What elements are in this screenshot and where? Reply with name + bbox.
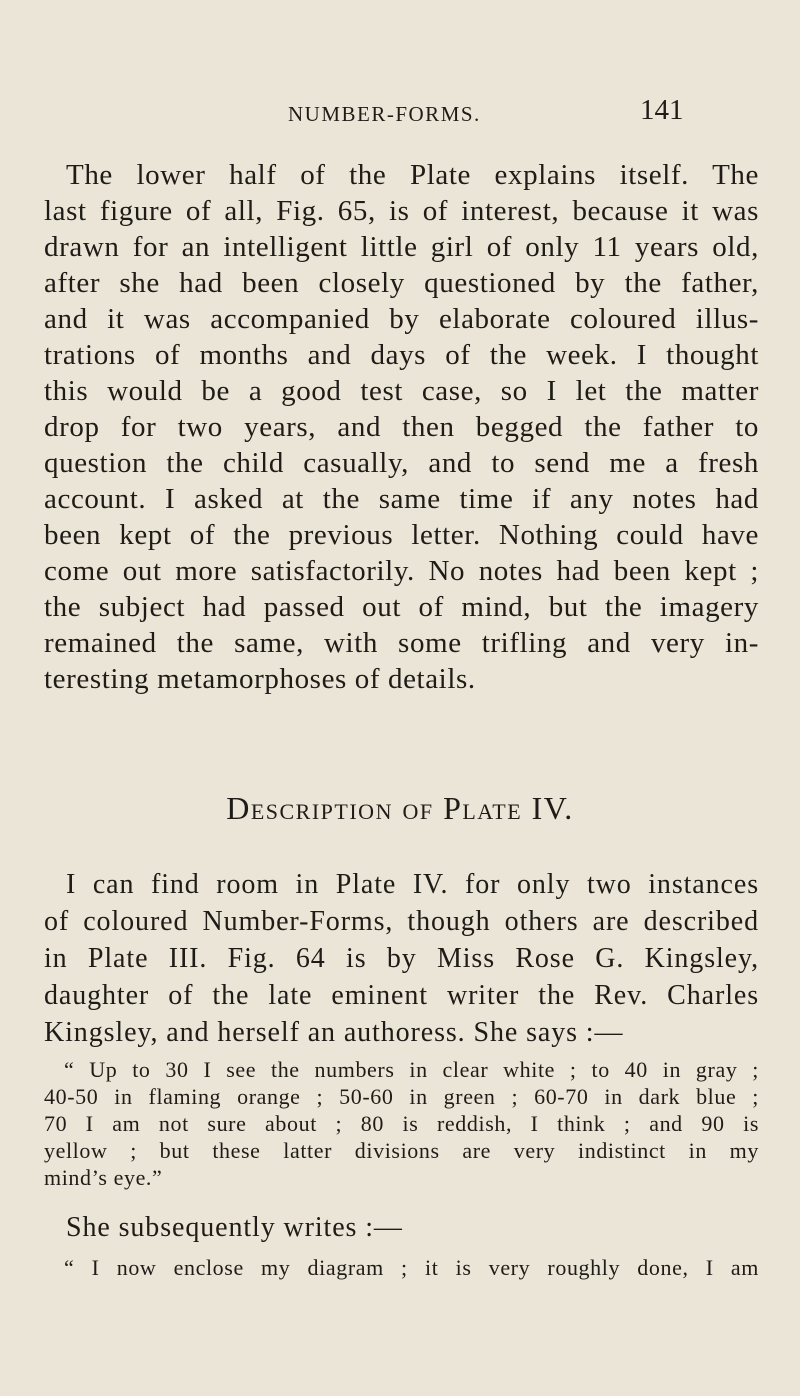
- paragraph-subsequent: She subsequently writes :—: [66, 1212, 403, 1243]
- text-line: come out more satisfactorily. No notes had been kept ;: [44, 555, 759, 587]
- text-line: this would be a good test case, so I let the matter: [44, 375, 759, 407]
- quote-diagram-line: “ I now enclose my diagram ; it is very roughly done, I am: [64, 1255, 759, 1280]
- running-title: NUMBER-FORMS.: [288, 102, 481, 126]
- text-line: after she had been closely questioned by the father,: [44, 267, 759, 299]
- text-line: the subject had passed out of mind, but the imagery: [44, 591, 759, 623]
- text-line: The lower half of the Plate explains itself. The: [66, 159, 759, 191]
- text-line: account. I asked at the same time if any notes had: [44, 483, 759, 515]
- text-line: daughter of the late eminent writer the Rev. Charles: [44, 980, 759, 1011]
- text-line: been kept of the previous letter. Nothing could have: [44, 519, 759, 551]
- page-number: 141: [640, 94, 684, 126]
- quote-line: mind’s eye.”: [44, 1165, 163, 1190]
- text-line: I can find room in Plate IV. for only two instances: [66, 869, 759, 900]
- page-header: [0, 96, 800, 132]
- quote-line: yellow ; but these latter divisions are very indistinct in my: [44, 1138, 759, 1163]
- quote-line: 40-50 in flaming orange ; 50-60 in green ; 60-70 in dark blue ;: [44, 1084, 759, 1109]
- text-line: remained the same, with some trifling and very in-: [44, 627, 759, 659]
- quote-line: “ Up to 30 I see the numbers in clear white ; to 40 in gray ;: [64, 1057, 759, 1082]
- text-line: of coloured Number-Forms, though others are described: [44, 906, 759, 937]
- text-line: Kingsley, and herself an authoress. She says :—: [44, 1017, 624, 1048]
- section-heading: Description of Plate IV.: [226, 790, 574, 826]
- text-line: drop for two years, and then begged the father to: [44, 411, 759, 443]
- text-line: last figure of all, Fig. 65, is of interest, because it was: [44, 195, 759, 227]
- text-line: and it was accompanied by elaborate coloured illus-: [44, 303, 759, 335]
- text-line: in Plate III. Fig. 64 is by Miss Rose G. Kingsley,: [44, 943, 759, 974]
- text-line: question the child casually, and to send me a fresh: [44, 447, 759, 479]
- text-line: drawn for an intelligent little girl of only 11 years old,: [44, 231, 759, 263]
- text-line: teresting metamorphoses of details.: [44, 663, 476, 695]
- quote-line: 70 I am not sure about ; 80 is reddish, I think ; and 90 is: [44, 1111, 759, 1136]
- text-line: trations of months and days of the week. I thought: [44, 339, 759, 371]
